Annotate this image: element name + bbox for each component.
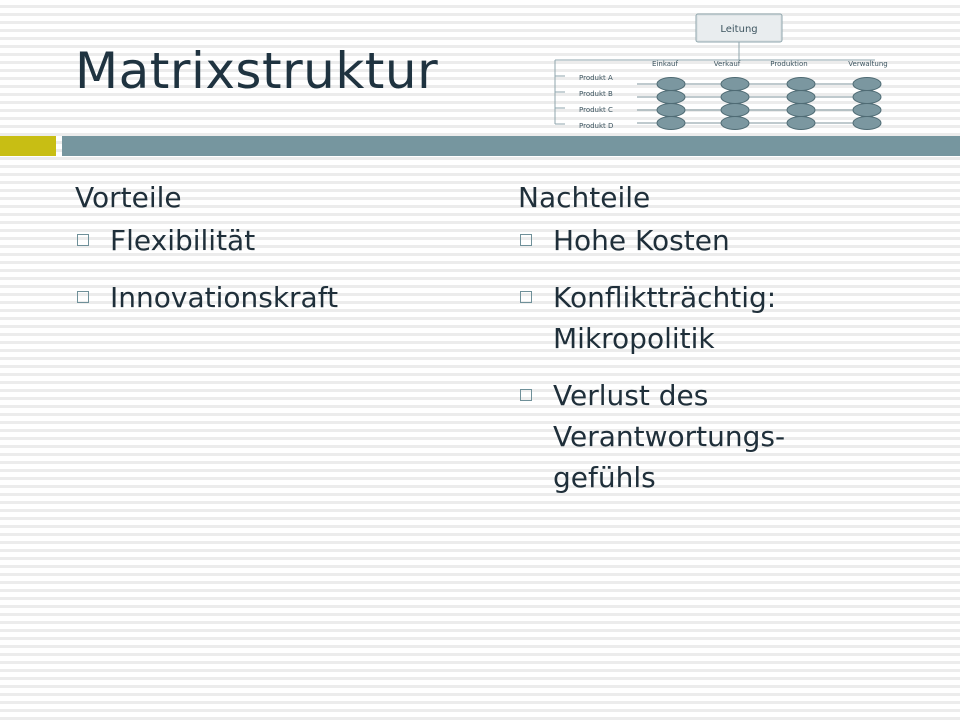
- matrix-node: [853, 91, 881, 104]
- list-item: [518, 277, 938, 359]
- square-bullet-icon: [520, 389, 532, 401]
- list-item: [518, 220, 938, 261]
- square-bullet-icon: [77, 234, 89, 246]
- matrix-node: [853, 104, 881, 117]
- matrix-node: [853, 78, 881, 91]
- title-accent-block: [0, 136, 56, 156]
- square-bullet-icon: [77, 291, 89, 303]
- row-label-produkt-d: Produkt D: [579, 122, 614, 130]
- nachteile-column: [518, 178, 938, 514]
- bullet-text: Verlust des Verantwortungs- gefühls: [553, 379, 786, 494]
- matrix-org-diagram: [545, 8, 895, 138]
- square-bullet-icon: [520, 234, 532, 246]
- list-item: [518, 375, 938, 498]
- matrix-node: [787, 117, 815, 130]
- nachteile-heading: Nachteile: [518, 181, 651, 214]
- row-label-produkt-a: Produkt A: [579, 74, 613, 82]
- column-label-verkauf: Verkauf: [713, 60, 741, 68]
- bullet-text: Flexibilität: [110, 224, 256, 257]
- matrix-nodes: [657, 78, 881, 130]
- column-label-einkauf: Einkauf: [652, 60, 678, 68]
- list-item: [75, 220, 475, 261]
- row-label-produkt-b: Produkt B: [579, 90, 613, 98]
- vorteile-column: [75, 178, 475, 334]
- bullet-text: Konfliktträchtig: Mikropolitik: [553, 281, 777, 355]
- vorteile-heading: Vorteile: [75, 181, 182, 214]
- matrix-node: [657, 91, 685, 104]
- matrix-node: [657, 104, 685, 117]
- matrix-node: [657, 117, 685, 130]
- matrix-node: [787, 78, 815, 91]
- row-label-produkt-c: Produkt C: [579, 106, 613, 114]
- matrix-node: [853, 117, 881, 130]
- matrix-node: [657, 78, 685, 91]
- bullet-text: Hohe Kosten: [553, 224, 730, 257]
- matrix-node: [721, 78, 749, 91]
- bullet-text: Innovationskraft: [110, 281, 339, 314]
- leitung-label: Leitung: [720, 24, 758, 35]
- list-item: [75, 277, 475, 318]
- title-underline-bar: [62, 136, 960, 156]
- nachteile-list: [518, 220, 938, 498]
- vorteile-list: [75, 220, 475, 318]
- column-label-produktion: Produktion: [770, 60, 808, 68]
- square-bullet-icon: [520, 291, 532, 303]
- matrix-node: [787, 104, 815, 117]
- matrix-node: [787, 91, 815, 104]
- slide-title: Matrixstruktur: [75, 42, 439, 100]
- column-label-verwaltung: Verwaltung: [848, 60, 888, 68]
- matrix-node: [721, 104, 749, 117]
- matrix-node: [721, 117, 749, 130]
- matrix-node: [721, 91, 749, 104]
